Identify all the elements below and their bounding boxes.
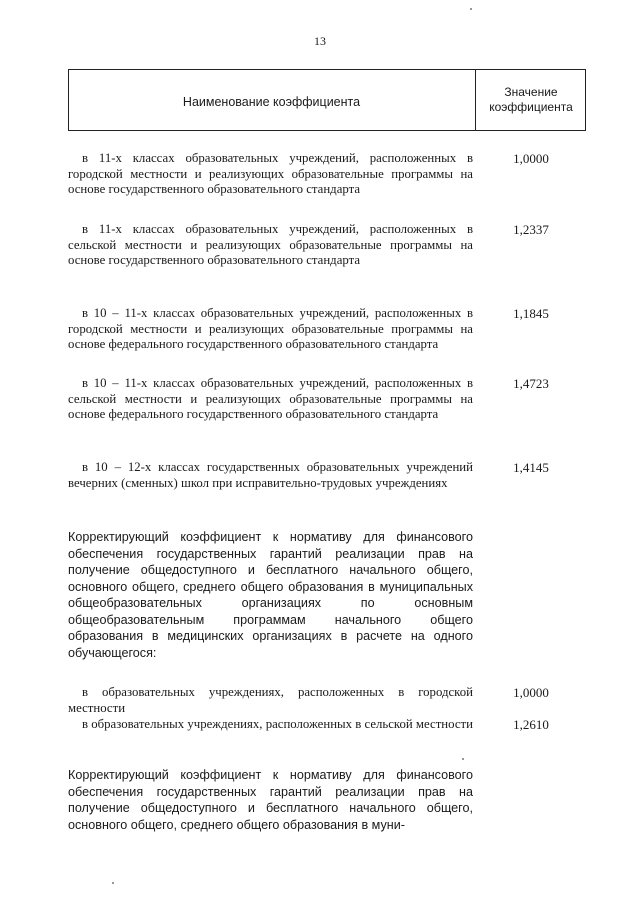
table-row-text: в 11-х классах образовательных учреждений, расположенных в сельской местности и реализующих образовательные программы на основе государственного образовательного стандарта xyxy=(68,222,473,267)
table-row-value: 1,4145 xyxy=(513,460,549,475)
table-row-value: 1,2610 xyxy=(513,717,549,732)
header-value-line1: Значение xyxy=(504,85,558,99)
table-row-text: в образовательных учреждениях, расположенных в сельской местности xyxy=(82,717,473,731)
paragraph-corrective-coefficient-2: Корректирующий коэффициент к нормативу для финансового обеспечения государственных гарантий реализации прав на получение общедоступного и бесплатного начального общего, основного общего, среднего общего образования в муни- xyxy=(68,768,473,832)
table-row-value: 1,1845 xyxy=(513,306,549,321)
header-coefficient-name: Наименование коэффициента xyxy=(182,95,361,109)
table-row-text: в 10 – 11-х классах образовательных учреждений, расположенных в городской местности и реализующих образовательные программы на основе федерального государственного образовательного стандарта xyxy=(68,306,473,351)
table-row-value: 1,4723 xyxy=(513,376,549,391)
header-value-line2: коэффициента xyxy=(489,100,573,114)
table-row-value: 1,0000 xyxy=(513,151,549,166)
scan-speck xyxy=(470,8,472,10)
table-row-text: в образовательных учреждениях, расположенных в городской местности xyxy=(68,685,473,715)
table-row-value: 1,2337 xyxy=(513,222,549,237)
header-coefficient-value xyxy=(476,85,586,115)
table-row-text: в 10 – 11-х классах образовательных учреждений, расположенных в сельской местности и реализующих образовательные программы на основе федерального государственного образовательного стандарта xyxy=(68,376,473,421)
table-row-text: в 10 – 12-х классах государственных образовательных учреждений вечерних (сменных) школ при исправительно-трудовых учреждениях xyxy=(68,460,473,490)
scan-speck xyxy=(112,882,114,884)
scan-speck xyxy=(462,758,464,760)
page-number: 13 xyxy=(314,34,326,48)
table-row-value: 1,0000 xyxy=(513,685,549,700)
paragraph-corrective-coefficient: Корректирующий коэффициент к нормативу для финансового обеспечения государственных гарантий реализации прав на получение общедоступного и бесплатного начального общего, основного общего, среднего общего образования в муниципальных общеобразовательных организациях по основным общеобразовательным программам начального общего образования в медицинских организациях в расчете на одного обучающегося: xyxy=(68,530,473,660)
table-row-text: в 11-х классах образовательных учреждений, расположенных в городской местности и реализующих образовательные программы на основе государственного образовательного стандарта xyxy=(68,151,473,196)
